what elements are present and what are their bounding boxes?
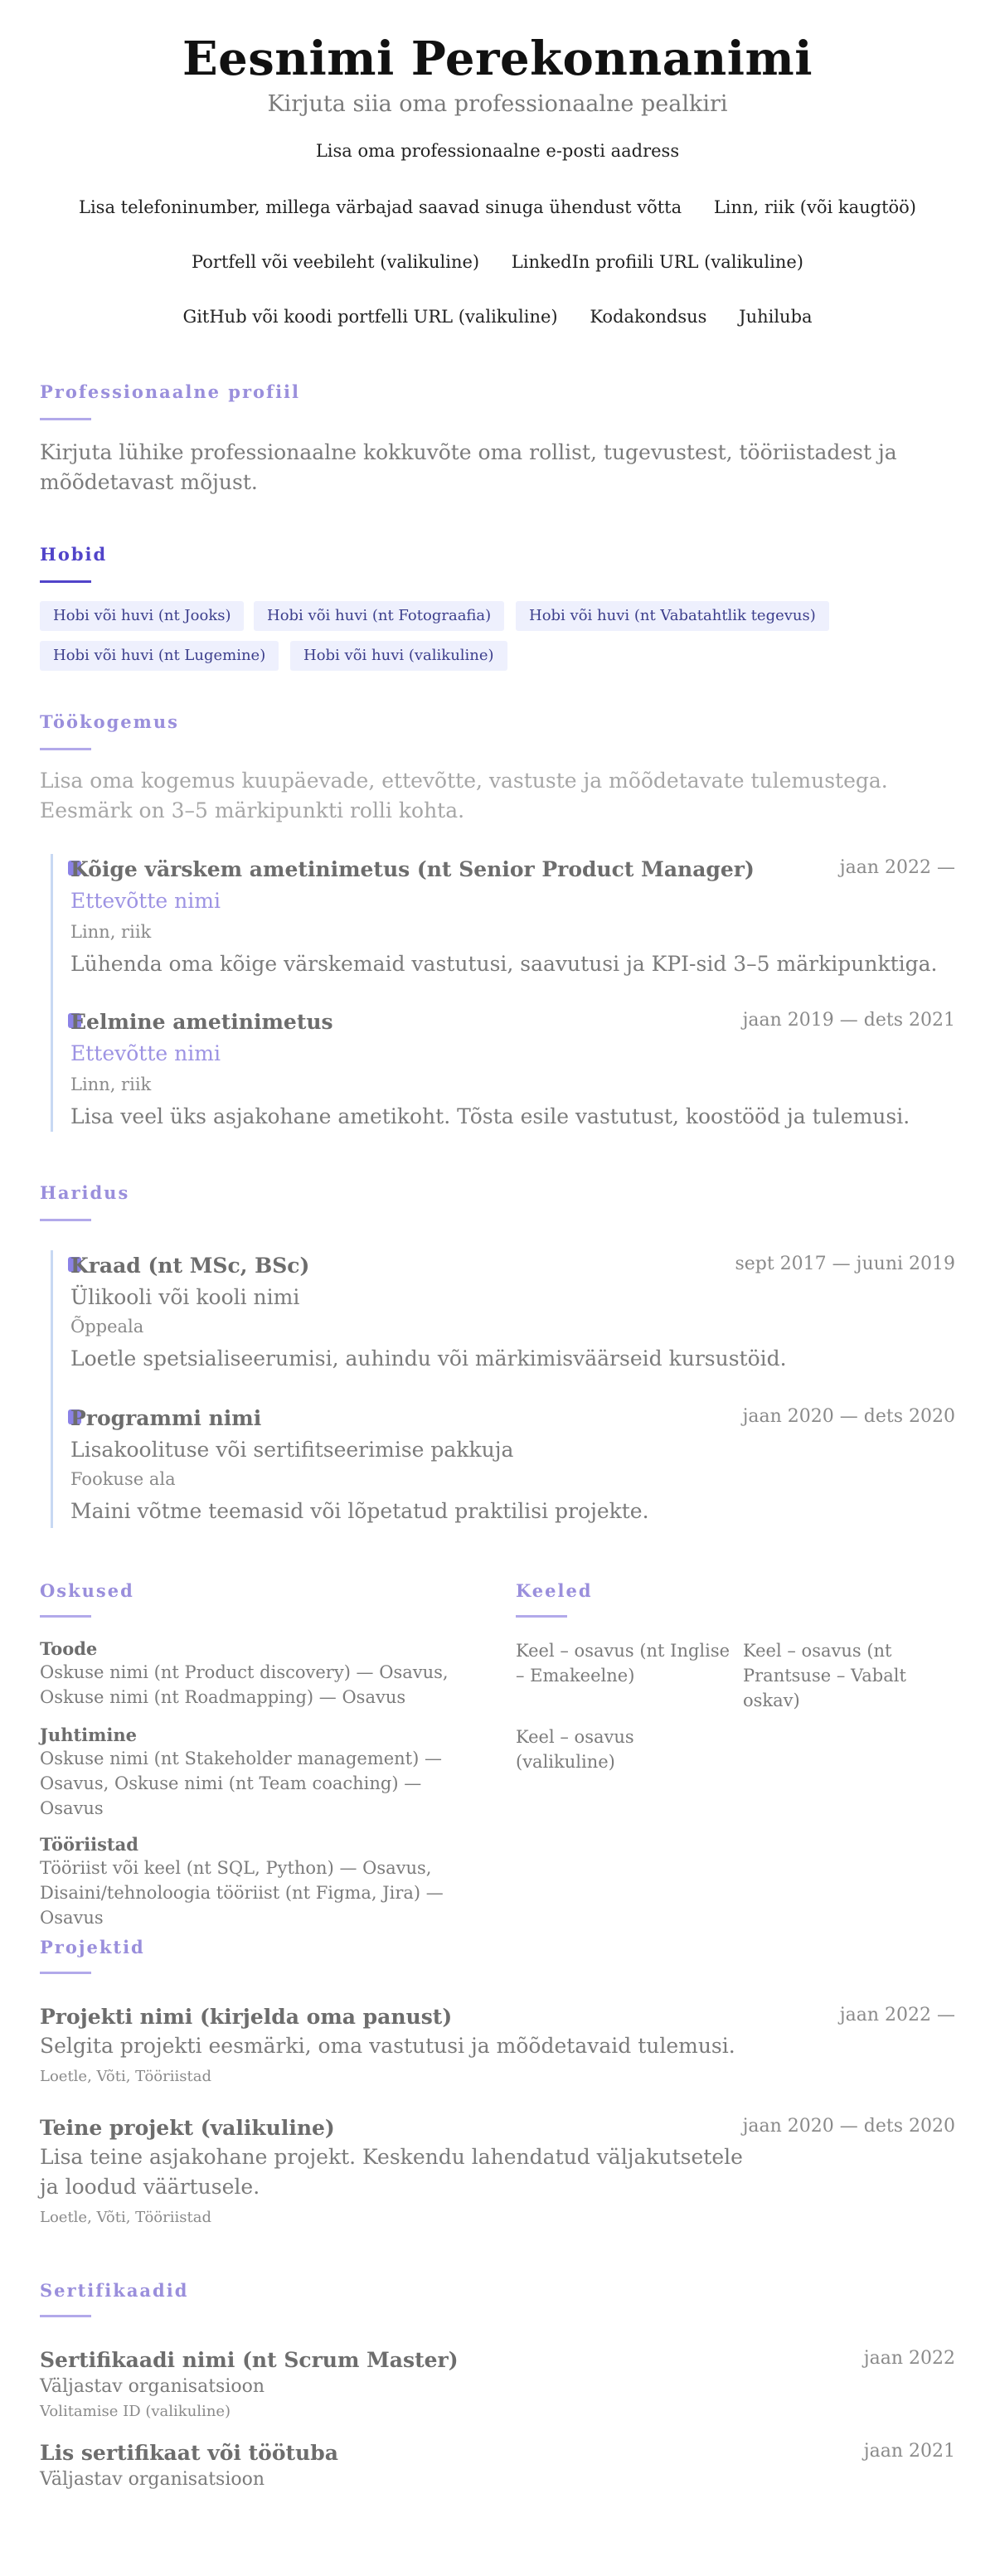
- section-divider: [40, 580, 91, 583]
- language-item: Keel – osavus (valikuline): [516, 1727, 634, 1772]
- hobby-tag: Hobi või huvi (nt Jooks): [40, 601, 244, 631]
- education-dates: sept 2017 — juuni 2019: [735, 1254, 955, 1274]
- project-tech: Loetle, Võti, Tööriistad: [40, 2209, 211, 2226]
- company-name: Ettevõtte nimi: [70, 1041, 221, 1065]
- phone-number[interactable]: Lisa telefoninumber, millega värbajad saavad sinuga ühendust võtta: [79, 197, 682, 217]
- contact-row-email: [0, 141, 995, 161]
- job-dates: jaan 2022 —: [839, 857, 955, 878]
- education-description: Maini võtme teemasid või lõpetatud praktilisi projekte.: [70, 1499, 649, 1523]
- degree-title: Kraad (nt MSc, BSc): [70, 1254, 310, 1278]
- project-tech: Loetle, Võti, Tööriistad: [40, 2068, 211, 2085]
- section-divider: [40, 2315, 91, 2317]
- skill-group-text: Oskuse nimi (nt Stakeholder management) — Osavus, Oskuse nimi (nt Team coaching) — Osavus: [40, 1749, 442, 1818]
- certificate-issuer: Väljastav organisatsioon: [40, 2469, 265, 2490]
- citizenship: Kodakondsus: [590, 307, 707, 327]
- hobby-tag: Hobi või huvi (nt Fotograafia): [254, 601, 504, 631]
- field-of-study: Õppeala: [70, 1317, 144, 1337]
- drivers-license: Juhiluba: [739, 307, 813, 327]
- certificate-id: Volitamise ID (valikuline): [40, 2403, 231, 2420]
- contact-row-links: [0, 252, 995, 272]
- project-dates: jaan 2022 —: [839, 2005, 955, 2025]
- profile-section-title: Professionaalne profiil: [40, 381, 301, 402]
- company-name: Ettevõtte nimi: [70, 889, 221, 913]
- section-divider: [40, 1615, 91, 1618]
- project-description: Selgita projekti eesmärki, oma vastutusi ja mõõdetavaid tulemusi.: [40, 2034, 735, 2058]
- github-link[interactable]: GitHub või koodi portfelli URL (valikuline): [182, 307, 558, 327]
- job-title: Kõige värskem ametinimetus (nt Senior Product Manager): [70, 857, 755, 881]
- candidate-name: Eesnimi Perekonnanimi: [182, 32, 813, 86]
- contact-row-extra: [0, 307, 995, 327]
- education-description: Loetle spetsialiseerumisi, auhindu või märkimisväärseid kursustöid.: [70, 1346, 787, 1370]
- certificate-issuer: Väljastav organisatsioon: [40, 2376, 265, 2397]
- job-description: Lisa veel üks asjakohane ametikoht. Tõsta esile vastutust, koostööd ja tulemusi.: [70, 1104, 910, 1128]
- hobby-tag: Hobi või huvi (nt Vabatahtlik tegevus): [516, 601, 829, 631]
- skills-section-title: Oskused: [40, 1580, 134, 1601]
- job-location: Linn, riik: [70, 1075, 152, 1094]
- section-divider: [40, 1972, 91, 1974]
- skill-group-text: Tööriist või keel (nt SQL, Python) — Osavus, Disaini/tehnoloogia tööriist (nt Figma, Jira) — Osavus: [40, 1858, 444, 1928]
- location: Linn, riik (või kaugtöö): [713, 197, 916, 217]
- experience-timeline: [51, 854, 53, 1132]
- field-of-study: Fookuse ala: [70, 1469, 176, 1489]
- section-divider: [40, 1219, 91, 1221]
- email-address[interactable]: Lisa oma professionaalne e-posti aadress: [315, 141, 680, 161]
- provider-name: Lisakoolituse või sertifitseerimise pakkuja: [70, 1438, 514, 1462]
- languages-section-title: Keeled: [516, 1580, 593, 1601]
- skill-group-name: Juhtimine: [40, 1725, 137, 1745]
- job-location: Linn, riik: [70, 922, 152, 942]
- job-description: Lühenda oma kõige värskemaid vastutusi, saavutusi ja KPI-sid 3–5 märkipunktiga.: [70, 952, 938, 976]
- experience-intro: Lisa oma kogemus kuupäevade, ettevõtte, vastuste ja mõõdetavate tulemustega. Eesmärk on 3–5 märkipunkti rolli kohta.: [40, 769, 888, 822]
- certificate-title: Sertifikaadi nimi (nt Scrum Master): [40, 2348, 459, 2372]
- professional-headline: Kirjuta siia oma professionaalne pealkiri: [267, 91, 728, 117]
- projects-section-title: Projektid: [40, 1937, 145, 1957]
- profile-summary: Kirjuta lühike professionaalne kokkuvõte oma rollist, tugevustest, tööriistadest ja mõõdetavast mõjust.: [40, 440, 897, 494]
- hobbies-section-title: Hobid: [40, 544, 108, 565]
- hobby-tag: Hobi või huvi (valikuline): [290, 641, 507, 671]
- section-divider: [40, 418, 91, 420]
- job-dates: jaan 2019 — dets 2021: [742, 1010, 955, 1031]
- school-name: Ülikooli või kooli nimi: [70, 1285, 300, 1309]
- project-description: Lisa teine asjakohane projekt. Keskendu lahendatud väljakutsetele ja loodud väärtusele.: [40, 2145, 743, 2199]
- project-dates: jaan 2020 — dets 2020: [742, 2116, 955, 2137]
- language-item: Keel – osavus (nt Inglise – Emakeelne): [516, 1641, 730, 1686]
- job-title: Eelmine ametinimetus: [70, 1010, 333, 1034]
- section-divider: [40, 748, 91, 750]
- certificates-section-title: Sertifikaadid: [40, 2280, 189, 2301]
- program-title: Programmi nimi: [70, 1406, 262, 1430]
- education-dates: jaan 2020 — dets 2020: [742, 1406, 955, 1427]
- skill-group-name: Toode: [40, 1638, 98, 1659]
- skill-group-name: Tööriistad: [40, 1834, 138, 1855]
- hobby-tag: Hobi või huvi (nt Lugemine): [40, 641, 279, 671]
- experience-section-title: Töökogemus: [40, 711, 179, 732]
- language-item: Keel – osavus (nt Prantsuse – Vabalt oskav): [743, 1641, 906, 1710]
- skill-group-text: Oskuse nimi (nt Product discovery) — Osavus, Oskuse nimi (nt Roadmapping) — Osavus: [40, 1662, 449, 1707]
- project-title: Projekti nimi (kirjelda oma panust): [40, 2005, 453, 2029]
- education-timeline: [51, 1250, 53, 1528]
- project-title: Teine projekt (valikuline): [40, 2116, 335, 2140]
- certificate-date: jaan 2022: [863, 2348, 955, 2369]
- linkedin-link[interactable]: LinkedIn profiili URL (valikuline): [511, 252, 803, 272]
- section-divider: [516, 1615, 567, 1618]
- contact-row-phone: [0, 197, 995, 217]
- certificate-title: Lis sertifikaat või töötuba: [40, 2441, 338, 2465]
- certificate-date: jaan 2021: [863, 2441, 955, 2462]
- portfolio-link[interactable]: Portfell või veebileht (valikuline): [192, 252, 480, 272]
- education-section-title: Haridus: [40, 1182, 130, 1203]
